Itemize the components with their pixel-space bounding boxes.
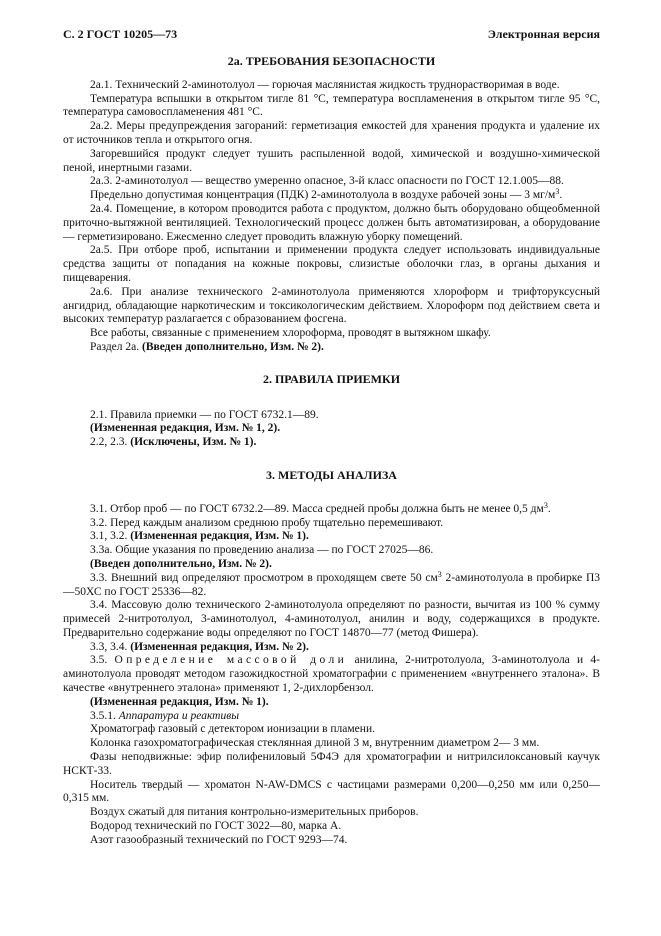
paragraph-2a3: 2а.3. 2-аминотолуол — вещество умеренно опасное, 3-й класс опасности по ГОСТ 12.1.005—88. <box>90 175 564 188</box>
subsection-title: Аппаратура и реактивы <box>118 709 240 722</box>
clause-number: 3.5.1. <box>90 709 116 722</box>
paragraph-3-2: 3.2. Перед каждым анализом среднюю пробу тщательно перемешивают. <box>90 516 444 529</box>
excluded-note: (Исключены, Изм. № 1). <box>130 436 257 449</box>
paragraph-2a5: 2а.5. При отборе проб, испытании и применении продукта следует использовать индивидуальные средства защиты от попадания на кожные покровы, слизистые оболочки глаз, в органы дыхания и пищеварения. <box>63 244 600 284</box>
paragraph-2-1: 2.1. Правила приемки — по ГОСТ 6732.1—89. <box>90 408 319 421</box>
clause-numbers: 3.3, 3.4. <box>90 640 128 653</box>
paragraph-2a2-extinguish: Загоревшийся продукт следует тушить распыленной водой, химической и воздушно-химической пеной, инертными газами. <box>63 147 600 174</box>
paragraph-2-2-2-3 <box>63 436 600 450</box>
amendment-note: (Измененная редакция, Изм. № 1). <box>130 530 309 543</box>
amendment-note: (Измененная редакция, Изм. № 1, 2). <box>90 422 281 435</box>
equipment-stationary-phases: Фазы неподвижные: эфир полифениловый 5Ф4Э для хроматографии и нитрилсилоксановый каучук НСКТ-33. <box>63 751 600 777</box>
sampling-end: . <box>547 502 551 515</box>
mac-text: Предельно допустимая концентрация (ПДК) 2-аминотолуола в воздухе рабочей зоны — 3 мг/м <box>90 189 556 202</box>
paragraph-2-1-note <box>63 422 600 436</box>
paragraph-3-3a: 3.3а. Общие указания по проведению анализа — по ГОСТ 27025—86. <box>90 544 434 557</box>
paragraph-2a1-temperatures: Температура вспышки в открытом тигле 81 °С, температура воспламенения в открытом тигле 95 °С, температура самовоспламенения 481 °С. <box>63 92 600 119</box>
amendment-note: (Введен дополнительно, Изм. № 2). <box>90 557 272 570</box>
method-title-spaced: Определение массовой доли <box>114 654 348 667</box>
equipment-nitrogen: Азот газообразный технический по ГОСТ 9293—74. <box>90 833 348 846</box>
appearance-text-end: 2-аминотолуола в пробирке П3—50ХС по ГОСТ 25336—82. <box>63 571 600 598</box>
appearance-text: 3.3. Внешний вид определяют просмотром в проходящем свете 50 см <box>90 571 438 584</box>
paragraph-3-1 <box>63 500 600 517</box>
document-body <box>63 55 600 848</box>
paragraph-3-3 <box>63 569 600 600</box>
sampling-text: 3.1. Отбор проб — по ГОСТ 6732.2—89. Масса средней пробы должна быть не менее 0,5 дм <box>90 502 544 515</box>
volume-superscript: 3 <box>437 569 442 579</box>
paragraph-2a1: 2а.1. Технический 2-аминотолуол — горючая маслянистая жидкость труднорастворимая в воде. <box>90 78 560 91</box>
note-amendment: (Введен дополнительно, Изм. № 2). <box>142 340 324 353</box>
clause-number: 3.5. <box>90 654 108 667</box>
section-title-safety: 2а. ТРЕБОВАНИЯ БЕЗОПАСНОСТИ <box>227 54 436 68</box>
mac-end: . <box>559 189 563 202</box>
amendment-note: (Измененная редакция, Изм. № 1). <box>90 695 269 708</box>
note-label: Раздел 2а. <box>90 340 140 353</box>
paragraph-2a2: 2а.2. Меры предупреждения загораний: герметизация емкостей для хранения продукта и удаление их от источников тепла и открытого огня. <box>63 120 600 146</box>
page-header <box>63 27 600 43</box>
equipment-compressed-air: Воздух сжатый для питания контрольно-измерительных приборов. <box>90 806 419 819</box>
paragraph-3-3a-note <box>63 558 600 572</box>
paragraph-2a4: 2а.4. Помещение, в котором проводится работа с продуктом, должно быть оборудовано общеобменной приточно-вытяжной вентиляцией. Технологический процесс должен быть автоматизирован, а оборудование — герметизировано. Ежесменно следует проводить влажную уборку помещений. <box>63 202 600 243</box>
volume-superscript: 3 <box>543 500 548 510</box>
paragraph-3-5-note <box>63 696 600 710</box>
section-title-methods: 3. МЕТОДЫ АНАЛИЗА <box>266 467 397 482</box>
equipment-chromatograph: Хроматограф газовый с детектором ионизации в пламени. <box>90 723 375 736</box>
paragraph-2a3-mac <box>63 189 600 203</box>
clause-numbers: 3.1, 3.2. <box>90 530 128 543</box>
method-description: анилина, 2-нитротолуола, 3-аминотолуола и 4-аминотолуола проводят методом газожидкостной хроматографии с применением «внутреннего эталона». В качестве «внутреннего эталона» применяют 1, 2-дихлорбензол. <box>63 654 601 695</box>
paragraph-3-1-3-2-note <box>63 530 600 544</box>
amendment-note: (Измененная редакция, Изм. № 2). <box>130 640 309 653</box>
paragraph-3-5 <box>63 654 600 695</box>
paragraph-2a6: 2а.6. При анализе технического 2-аминотолуола применяются хлороформ и трифторуксусный ангидрид, обладающие наркотическим и токсикологическим действием. Хлороформ под действием света и высоких температур разлагается с образованием фосгена. <box>63 285 600 326</box>
mac-superscript: 3 <box>555 187 560 197</box>
equipment-solid-support: Носитель твердый — хроматон N-AW-DMCS с частицами размерами 0,200—0,250 мм или 0,250—0,315 мм. <box>63 778 600 805</box>
paragraph-3-4: 3.4. Массовую долю технического 2-аминотолуола определяют по разности, вычитая из 100 % сумму примесей 2-нитротолуол, 3-аминотолуол, 4-аминотолуол, анилин и воду, содержащихся в продукте. Предварительно содержание воды определяют по ГОСТ 14870—77 (метод Фишера). <box>63 599 600 639</box>
paragraph-fume-hood: Все работы, связанные с применением хлороформа, проводят в вытяжном шкафу. <box>90 327 491 340</box>
clause-numbers: 2.2, 2.3. <box>90 436 128 449</box>
section-title-acceptance: 2. ПРАВИЛА ПРИЕМКИ <box>262 371 401 386</box>
equipment-column: Колонка газохроматографическая стеклянная длиной 3 м, внутренним диаметром 2— 3 мм. <box>90 737 540 750</box>
paragraph-section-2a-note <box>63 341 600 355</box>
paragraph-3-3-3-4-note <box>63 641 600 655</box>
electronic-version-label: Электронная версия <box>487 27 600 41</box>
equipment-hydrogen: Водород технический по ГОСТ 3022—80, марка А. <box>90 820 342 833</box>
paragraph-3-5-1 <box>63 710 600 724</box>
page-number-standard: С. 2 ГОСТ 10205—73 <box>63 27 178 41</box>
